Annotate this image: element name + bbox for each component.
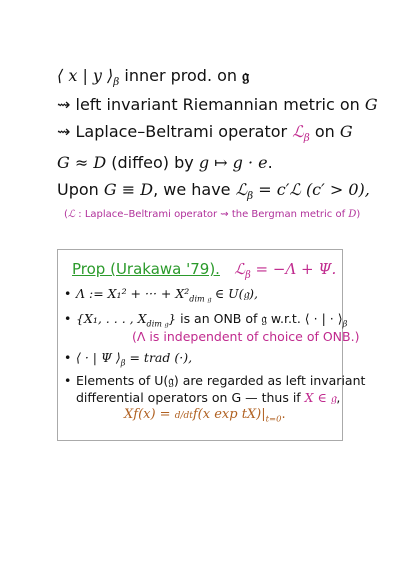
inner-product-text: inner prod. on: [119, 66, 243, 85]
lambda-end: ∈ U(𝔤),: [210, 286, 258, 301]
metric-text: left invariant Riemannian metric on: [70, 95, 365, 114]
group-symbol: G: [364, 95, 378, 114]
bullet-lambda: [64, 286, 258, 305]
xf-formula: Xf(x) =: [124, 407, 175, 422]
x-in-g-formula: X ∈ 𝔤: [304, 390, 337, 405]
lie-algebra-symbol: 𝔤: [242, 66, 250, 85]
metric-line: [57, 95, 378, 114]
derivative-formula: [124, 407, 286, 424]
period: .: [267, 153, 273, 172]
group-symbol: G: [339, 122, 353, 141]
identification-formula: G ≡ D: [103, 180, 154, 199]
domain-symbol: D: [348, 209, 357, 220]
diffeo-text: (diffeo) by: [106, 153, 199, 172]
beta-subscript: β: [120, 357, 126, 368]
proposition-title: Prop (Urakawa '79).: [72, 260, 220, 278]
laplace-text: Laplace–Beltrami operator: [70, 122, 293, 141]
psi-formula: ⟨ · | Ψ ⟩: [76, 350, 121, 365]
squiggle-arrow-icon: ⇝: [57, 95, 71, 114]
beta-subscript: β: [247, 190, 254, 203]
note-text: : Laplace–Beltrami operator ⇝ the Bergman metric of: [75, 209, 349, 220]
beta-subscript: β: [245, 270, 251, 281]
proposition-heading: [72, 260, 336, 281]
differential-operators-line: [76, 390, 340, 406]
period: .: [281, 407, 286, 422]
bullet-elements: [64, 373, 365, 389]
onb-text: is an ONB of 𝔤 w.r.t. ⟨ · | · ⟩: [176, 311, 343, 326]
lambda-formula: Λ := X₁² + ··· + X²: [76, 286, 190, 301]
bergman-note: [64, 209, 360, 220]
basis-formula: {X₁, . . . , X: [76, 311, 147, 326]
diffeo-line: [57, 153, 273, 172]
bullet-icon: •: [64, 373, 72, 388]
beta-subscript: β: [303, 132, 310, 145]
laplace-line: [57, 122, 353, 144]
laplace-symbol: ℒ: [235, 180, 248, 199]
bullet-psi: [64, 350, 192, 368]
squiggle-arrow-icon: ⇝: [57, 122, 71, 141]
laplace-operator-symbol: ℒ: [292, 122, 304, 141]
paren-open: (: [64, 209, 68, 220]
proposition-box: [57, 249, 366, 441]
laplace-symbol: ℒ: [67, 209, 76, 220]
on-text: on: [309, 122, 340, 141]
d-dt-fraction: d/dt: [174, 411, 193, 421]
proportional-formula: = c′ℒ (c′ > 0),: [253, 180, 370, 199]
upon-line: [57, 180, 370, 202]
bullet-onb: [64, 311, 347, 330]
map-formula: g ↦ g · e: [198, 153, 268, 172]
comma: ,: [336, 390, 341, 405]
brace-close: }: [168, 311, 177, 326]
laplace-symbol: ℒ: [234, 260, 246, 278]
inner-product-symbol: ⟨ x | y ⟩: [57, 66, 114, 85]
onb-remark: (Λ is independent of choice of ONB.): [132, 329, 360, 344]
elements-text: Elements of U(𝔤) are regarded as left invariant: [76, 373, 366, 388]
dim-subscript: dim 𝔤: [146, 318, 169, 329]
diffeo-formula: G ≈ D: [57, 153, 107, 172]
upon-text: Upon: [57, 180, 104, 199]
dim-subscript: dim 𝔤: [189, 293, 211, 304]
inner-product-line: [57, 66, 249, 88]
trad-formula: = trad (·),: [125, 350, 193, 365]
we-have-text: , we have: [153, 180, 236, 199]
beta-subscript: β: [342, 318, 348, 329]
exp-formula: f(x exp tX)|: [192, 407, 266, 422]
bullet-icon: •: [64, 350, 72, 365]
operators-text: differential operators on G — thus if: [76, 390, 305, 405]
bullet-icon: •: [64, 311, 72, 326]
paren-close: ): [356, 209, 361, 220]
beta-subscript: β: [113, 76, 120, 89]
bullet-icon: •: [64, 286, 72, 301]
t-zero-subscript: t=0: [265, 413, 282, 424]
proposition-formula: = −Λ + Ψ.: [250, 260, 337, 278]
